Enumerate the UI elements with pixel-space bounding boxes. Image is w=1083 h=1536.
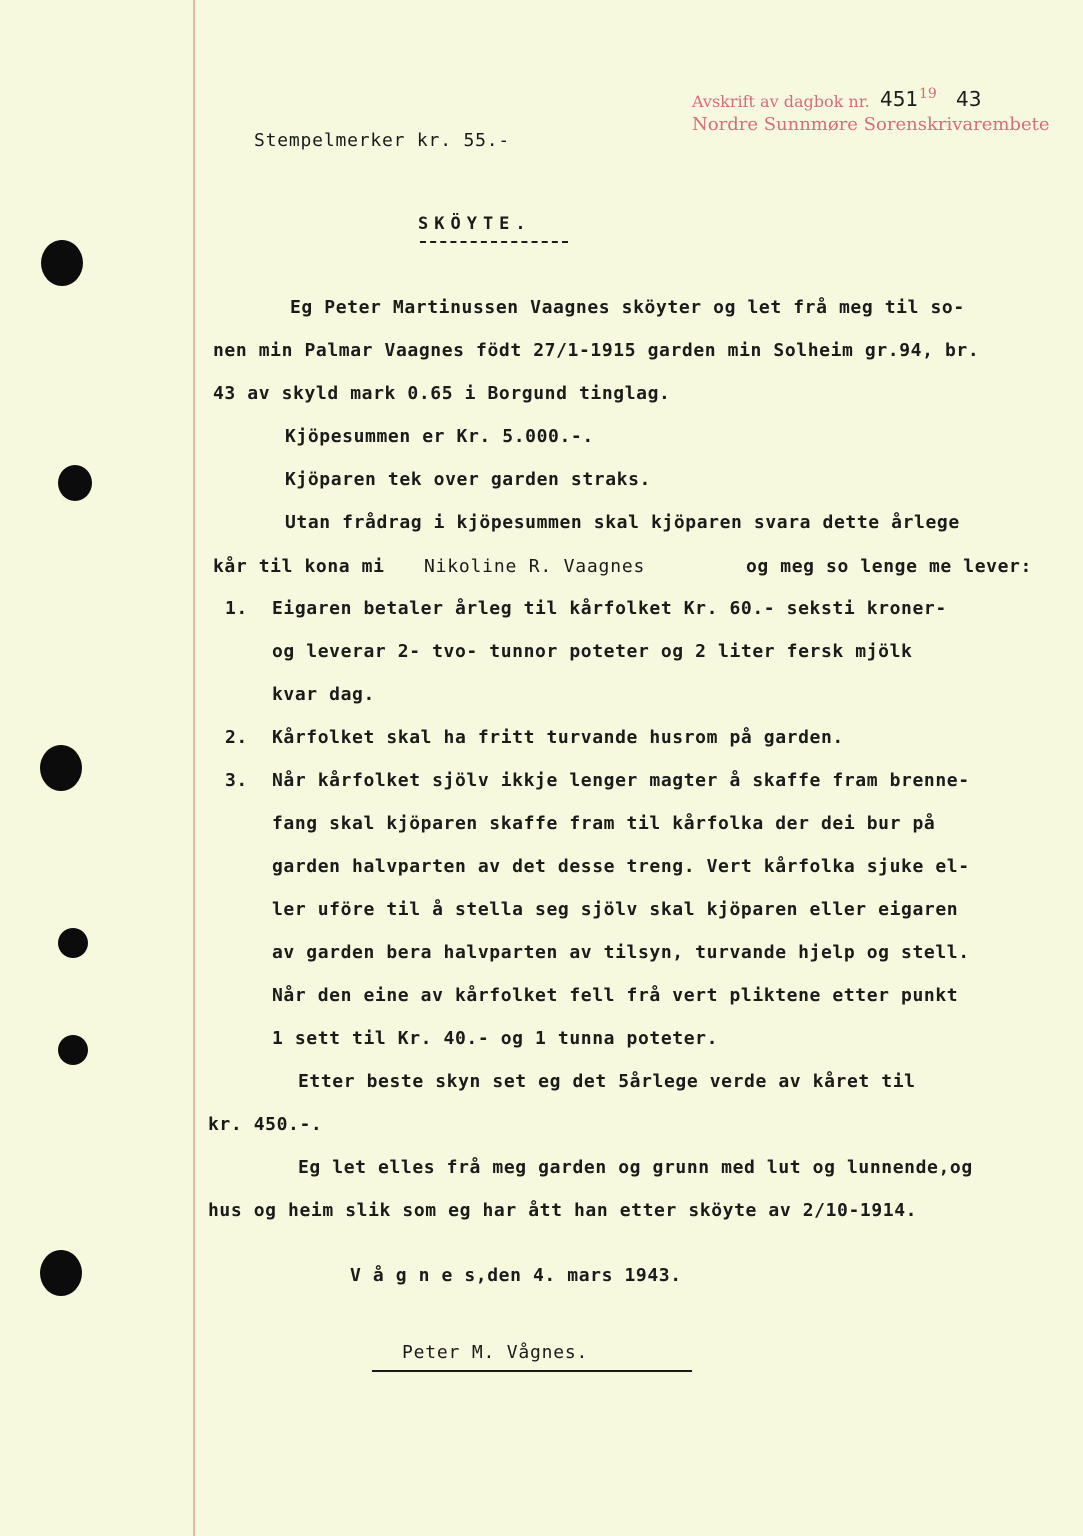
- body-line: Kjöpesummen er Kr. 5.000.-.: [285, 426, 594, 447]
- binder-hole: [41, 240, 83, 286]
- closing-line: kr. 450.-.: [208, 1114, 323, 1135]
- document-title: SKÖYTE.: [418, 214, 532, 234]
- stamp-prefix: Avskrift av dagbok nr.: [692, 92, 870, 111]
- binder-hole: [58, 465, 92, 501]
- stempelmerker: Stempelmerker kr. 55.-: [254, 130, 511, 151]
- binder-hole: [58, 928, 88, 958]
- office-stamp: Nordre Sunnmøre Sorenskrivarembete: [692, 114, 1050, 135]
- title-underline: [420, 241, 568, 243]
- year-prefix: 19: [919, 86, 937, 102]
- inserted-name: Nikoline R. Vaagnes: [424, 556, 646, 577]
- binder-hole: [40, 745, 82, 791]
- signature-line: [372, 1370, 692, 1372]
- item-line: garden halvparten av det desse treng. Vert kårfolka sjuke el-: [272, 856, 970, 877]
- body-line: kår til kona mi: [213, 556, 385, 577]
- item-line: av garden bera halvparten av tilsyn, turvande hjelp og stell.: [272, 942, 970, 963]
- item-line: og leverar 2- tvo- tunnor poteter og 2 liter fersk mjölk: [272, 641, 913, 662]
- dagbok-number: 451: [880, 87, 919, 111]
- item-line: Kårfolket skal ha fritt turvande husrom på garden.: [272, 727, 844, 748]
- item-line: 1 sett til Kr. 40.- og 1 tunna poteter.: [272, 1028, 719, 1049]
- item-line: kvar dag.: [272, 684, 375, 705]
- margin-line: [193, 0, 195, 1536]
- body-line: Kjöparen tek over garden straks.: [285, 469, 651, 490]
- item-line: fang skal kjöparen skaffe fram til kårfolka der dei bur på: [272, 813, 936, 834]
- closing-line: Etter beste skyn set eg det 5årlege verde av kåret til: [298, 1071, 916, 1092]
- closing-line: hus og heim slik som eg har ått han etter sköyte av 2/10-1914.: [208, 1200, 918, 1221]
- body-line: og meg so lenge me lever:: [746, 556, 1032, 577]
- body-line: Utan frådrag i kjöpesummen skal kjöparen svara dette årlege: [285, 512, 960, 533]
- binder-hole: [58, 1035, 88, 1065]
- year-suffix: 43: [956, 87, 982, 111]
- item-number: 3.: [225, 770, 248, 791]
- item-number: 1.: [225, 598, 248, 619]
- signature: Peter M. Vågnes.: [402, 1342, 589, 1363]
- item-line: Eigaren betaler årleg til kårfolket Kr. 60.- seksti kroner-: [272, 598, 947, 619]
- body-line: 43 av skyld mark 0.65 i Borgund tinglag.: [213, 383, 671, 404]
- body-line: Eg Peter Martinussen Vaagnes sköyter og let frå meg til so-: [290, 297, 965, 318]
- item-number: 2.: [225, 727, 248, 748]
- body-line: nen min Palmar Vaagnes födt 27/1-1915 garden min Solheim gr.94, br.: [213, 340, 980, 361]
- item-line: ler uföre til å stella seg sjölv skal kjöparen eller eigaren: [272, 899, 959, 920]
- item-line: Når den eine av kårfolket fell frå vert pliktene etter punkt: [272, 985, 959, 1006]
- binder-hole: [40, 1250, 82, 1296]
- item-line: Når kårfolket sjölv ikkje lenger magter å skaffe fram brenne-: [272, 770, 970, 791]
- closing-line: Eg let elles frå meg garden og grunn med lut og lunnende,og: [298, 1157, 973, 1178]
- date-line: V å g n e s,den 4. mars 1943.: [350, 1265, 682, 1286]
